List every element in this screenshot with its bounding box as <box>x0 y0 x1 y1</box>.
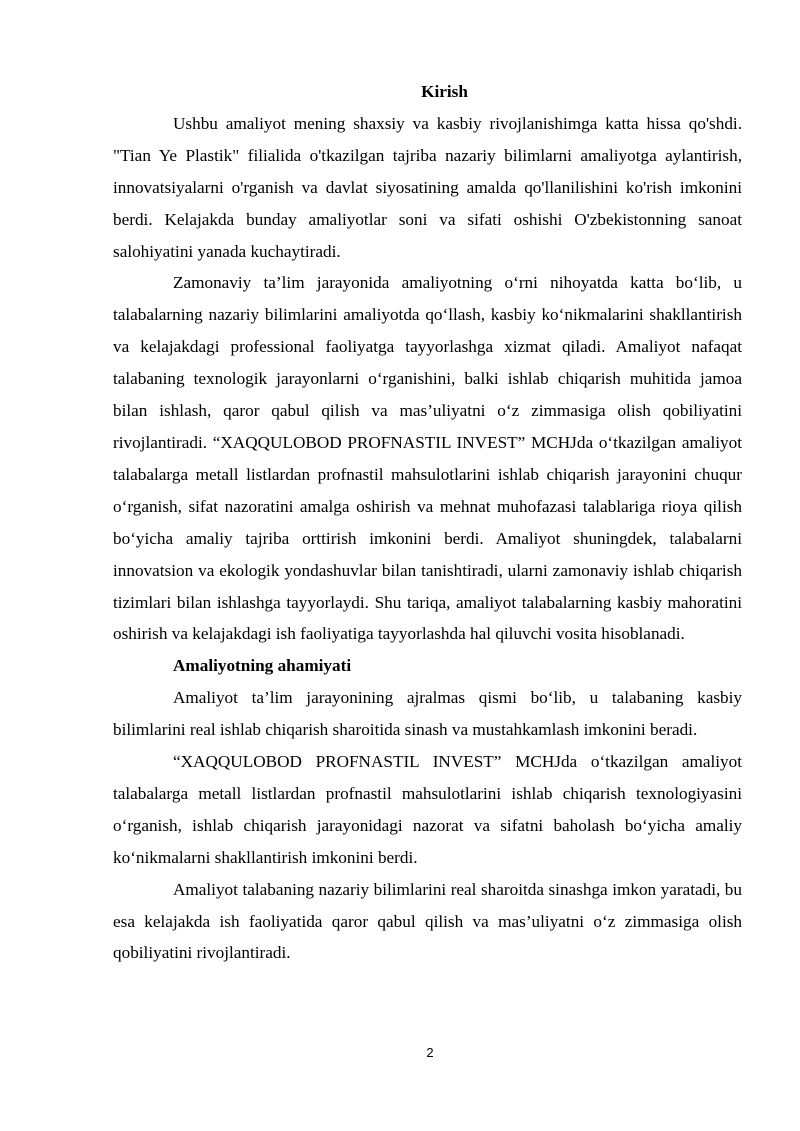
section-paragraph-2: “XAQQULOBOD PROFNASTIL INVEST” MCHJda o‘tkazilgan amaliyot talabalarga metall listlardan profnastil mahsulotlarini ishlab chiqarish texnologiyasini o‘rganish, ishlab chiqarish jarayonidagi nazorat va sifatni baholash bo‘yicha amaliy ko‘nikmalarni shakllantirish imkonini berdi. <box>113 752 742 867</box>
section-paragraph-1: Amaliyot ta’lim jarayonining ajralmas qismi bo‘lib, u talabaning kasbiy bilimlarini real ishlab chiqarish sharoitida sinash va mustahkamlash imkonini beradi. <box>113 688 742 740</box>
intro-paragraph-1: Ushbu amaliyot mening shaxsiy va kasbiy rivojlanishimga katta hissa qo'shdi. "Tian Ye Plastik" filialida o'tkazilgan tajriba nazariy bilimlarni amaliyotga aylantirish, innovatsiyalarni o'rganish va davlat siyosatining amalda qo'llanilishini ko'rish imkonini berdi. Kelajakda bunday amaliyotlar soni va sifati oshishi O'zbekistonning sanoat salohiyatini yanada kuchaytiradi. <box>113 113 742 261</box>
section-paragraph-3: Amaliyot talabaning nazariy bilimlarini real sharoitda sinashga imkon yaratadi, bu esa kelajakda ish faoliyatida qaror qabul qilish va mas’uliyatni o‘z zimmasiga olish qobiliyatini rivojlantiradi. <box>113 879 742 963</box>
page-number: 2 <box>426 1045 434 1060</box>
section-heading: Amaliyotning ahamiyati <box>173 656 352 676</box>
intro-paragraph-2: Zamonaviy ta’lim jarayonida amaliyotning o‘rni nihoyatda katta bo‘lib, u talabalarning nazariy bilimlarini amaliyotda qo‘llash, kasbiy ko‘nikmalarini shakllantirish va kelajakdagi professional faoliyatga tayyorlashga xizmat qiladi. Amaliyot nafaqat talabaning texnologik jarayonlarni o‘rganishini, balki ishlab chiqarish muhitida jamoa bilan ishlash, qaror qabul qilish va mas’uliyatni o‘z zimmasiga olish qobiliyatini rivojlantiradi. “XAQQULOBOD PROFNASTIL INVEST” MCHJda o‘tkazilgan amaliyot talabalarga metall listlardan profnastil mahsulotlarini ishlab chiqarish jarayonini chuqur o‘rganish, sifat nazoratini amalga oshirish va mehnat muhofazasi talablariga rioya qilish bo‘yicha amaliy tajriba orttirish imkonini berdi. Amaliyot shuningdek, talabalarni innovatsion va ekologik yondashuvlar bilan tanishtiradi, ularni zamonaviy ishlab chiqarish tizimlari bilan ishlashga tayyorlaydi. Shu tariqa, amaliyot talabalarning kasbiy mahoratini oshirish va kelajakdagi ish faoliyatiga tayyorlashda hal qiluvchi vosita hisoblanadi. <box>113 273 742 644</box>
page-title: Kirish <box>421 82 468 101</box>
document-page <box>113 76 742 969</box>
